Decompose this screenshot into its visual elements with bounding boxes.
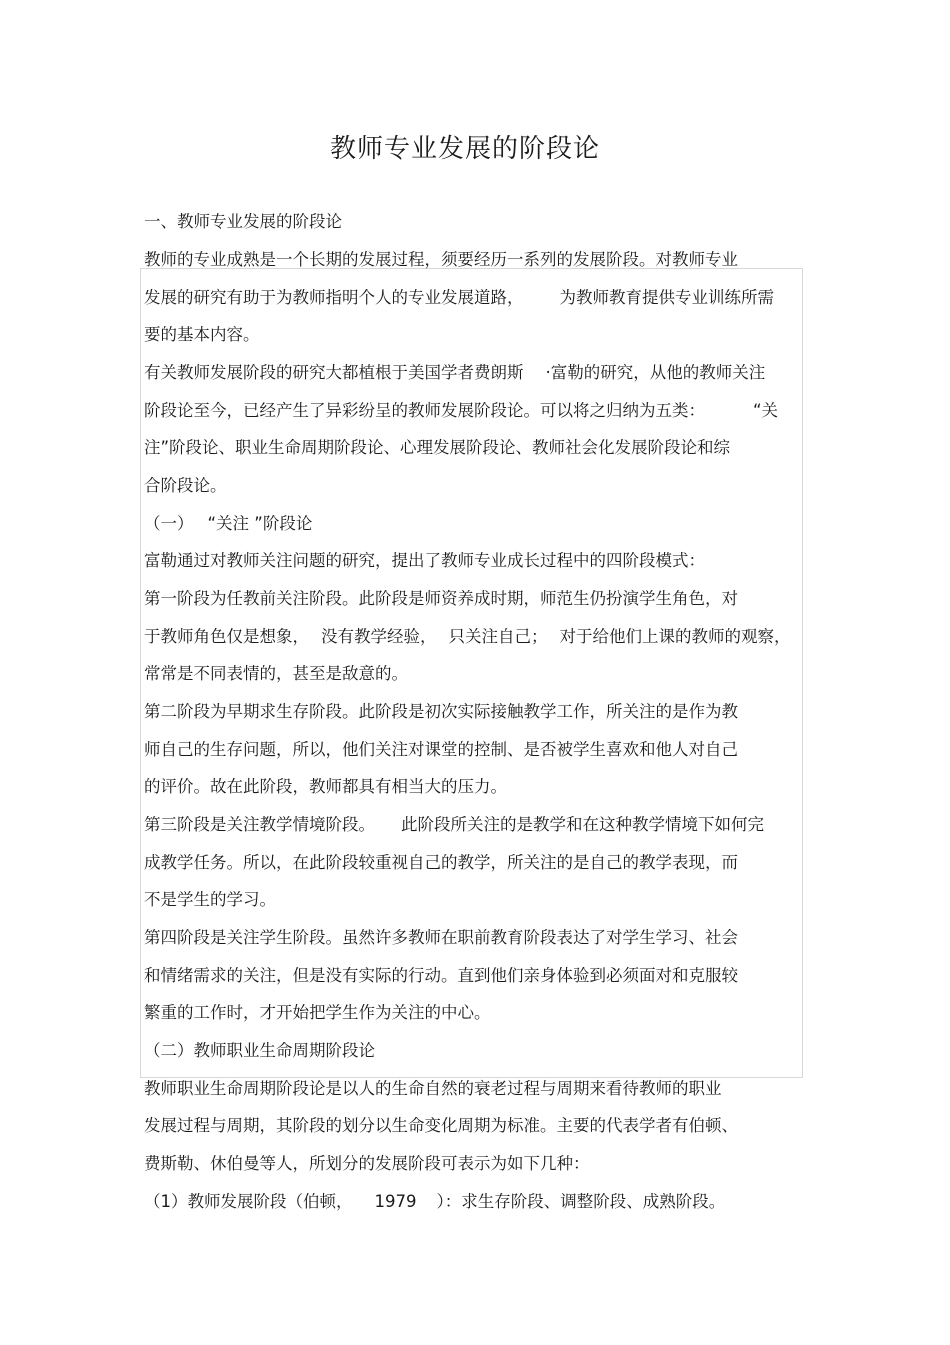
text-run: 发展过程与周期，其阶段的划分以生命变化周期为标准。主要的代表学者有伯顿、	[144, 1116, 738, 1135]
text-run: 注”阶段论、职业生命周期阶段论、心理发展阶段论、教师社会化发展阶段论和综	[144, 438, 731, 457]
paragraph-line	[144, 1077, 722, 1101]
text-run: 发展的研究有助于为教师指明个人的专业发展道路，	[144, 288, 524, 307]
text-run: 教师职业生命周期阶段论是以人的生命自然的衰老过程与周期来看待教师的职业	[144, 1079, 722, 1098]
text-run: 教师的专业成熟是一个长期的发展过程，须要经历一系列的发展阶段。对教师专业	[144, 250, 738, 269]
paragraph-line	[144, 1152, 590, 1176]
paragraph-line	[144, 286, 774, 310]
text-run: 此阶段所关注的是教学和在这种教学情境下如何完	[401, 815, 764, 834]
paragraph-line	[144, 888, 276, 912]
text-run: 1979	[374, 1192, 417, 1211]
text-run: 有关教师发展阶段的研究大都植根于美国学者费朗斯	[144, 363, 524, 382]
text-run: “关	[753, 401, 779, 420]
text-run: 第二阶段为早期求生存阶段。此阶段是初次实际接触教学工作，所关注的是作为教	[144, 702, 738, 721]
paragraph-line	[144, 700, 738, 724]
text-run: 只关注自己；	[448, 627, 548, 646]
paragraph-line	[144, 587, 738, 611]
text-run: 费斯勒、休伯曼等人，所划分的发展阶段可表示为如下几种：	[144, 1154, 590, 1173]
document-title: 教师专业发展的阶段论	[329, 134, 600, 164]
text-run: ·富勒的研究，从他的教师关注	[545, 363, 766, 382]
paragraph-line	[144, 1114, 738, 1138]
text-run: （一）	[144, 514, 194, 533]
paragraph-line	[144, 926, 738, 950]
paragraph-line	[144, 361, 765, 385]
paragraph-line	[144, 474, 227, 498]
paragraph-line	[144, 323, 260, 347]
paragraph-line	[144, 813, 764, 837]
text-run: 第四阶段是关注学生阶段。虽然许多教师在职前教育阶段表达了对学生学习、社会	[144, 928, 738, 947]
text-run: 一、教师专业发展的阶段论	[144, 212, 342, 231]
paragraph-line	[144, 436, 730, 460]
list-item	[144, 1190, 725, 1214]
paragraph-line	[144, 851, 738, 875]
text-run: 繁重的工作时，才开始把学生作为关注的中心。	[144, 1003, 491, 1022]
text-run: 师自己的生存问题，所以，他们关注对课堂的控制、是否被学生喜欢和他人对自己	[144, 740, 738, 759]
text-run: 合阶段论。	[144, 476, 227, 495]
text-run: 不是学生的学习。	[144, 890, 276, 909]
text-run: 第三阶段是关注教学情境阶段。	[144, 815, 375, 834]
text-run: （二）教师职业生命周期阶段论	[144, 1041, 375, 1060]
text-run: 和情绪需求的关注，但是没有实际的行动。直到他们亲身体验到必须面对和克服较	[144, 966, 738, 985]
paragraph-line	[144, 964, 738, 988]
paragraph-line	[144, 662, 408, 686]
paragraph-line	[144, 399, 778, 423]
text-run: 常常是不同表情的，甚至是敌意的。	[144, 664, 408, 683]
paragraph-line	[144, 738, 738, 762]
text-run: 成教学任务。所以，在此阶段较重视自己的教学，所关注的是自己的教学表现，而	[144, 853, 738, 872]
text-run: “关注 ”阶段论	[207, 514, 313, 533]
text-run: 为教师教育提供专业训练所需	[559, 288, 774, 307]
paragraph-line	[144, 549, 705, 573]
section-heading-3	[144, 1039, 375, 1063]
text-run: 对于给他们上课的教师的观察，	[559, 627, 791, 646]
paragraph-line	[144, 1001, 491, 1025]
paragraph-line	[144, 248, 738, 272]
text-run: ）：求生存阶段、调整阶段、成熟阶段。	[436, 1192, 726, 1211]
text-run: （1）教师发展阶段（伯顿，	[144, 1192, 353, 1211]
text-run: 没有教学经验，	[321, 627, 437, 646]
paragraph-line	[144, 775, 507, 799]
section-heading-1	[144, 210, 342, 234]
text-run: 第一阶段为任教前关注阶段。此阶段是师资养成时期，师范生仍扮演学生角色，对	[144, 589, 738, 608]
text-run: 的评价。故在此阶段，教师都具有相当大的压力。	[144, 777, 507, 796]
text-run: 要的基本内容。	[144, 325, 260, 344]
section-heading-2	[144, 512, 312, 536]
paragraph-line	[144, 625, 791, 649]
text-run: 阶段论至今，已经产生了异彩纷呈的教师发展阶段论。可以将之归纳为五类：	[144, 401, 705, 420]
text-run: 于教师角色仅是想象，	[144, 627, 309, 646]
text-run: 富勒通过对教师关注问题的研究，提出了教师专业成长过程中的四阶段模式：	[144, 551, 705, 570]
